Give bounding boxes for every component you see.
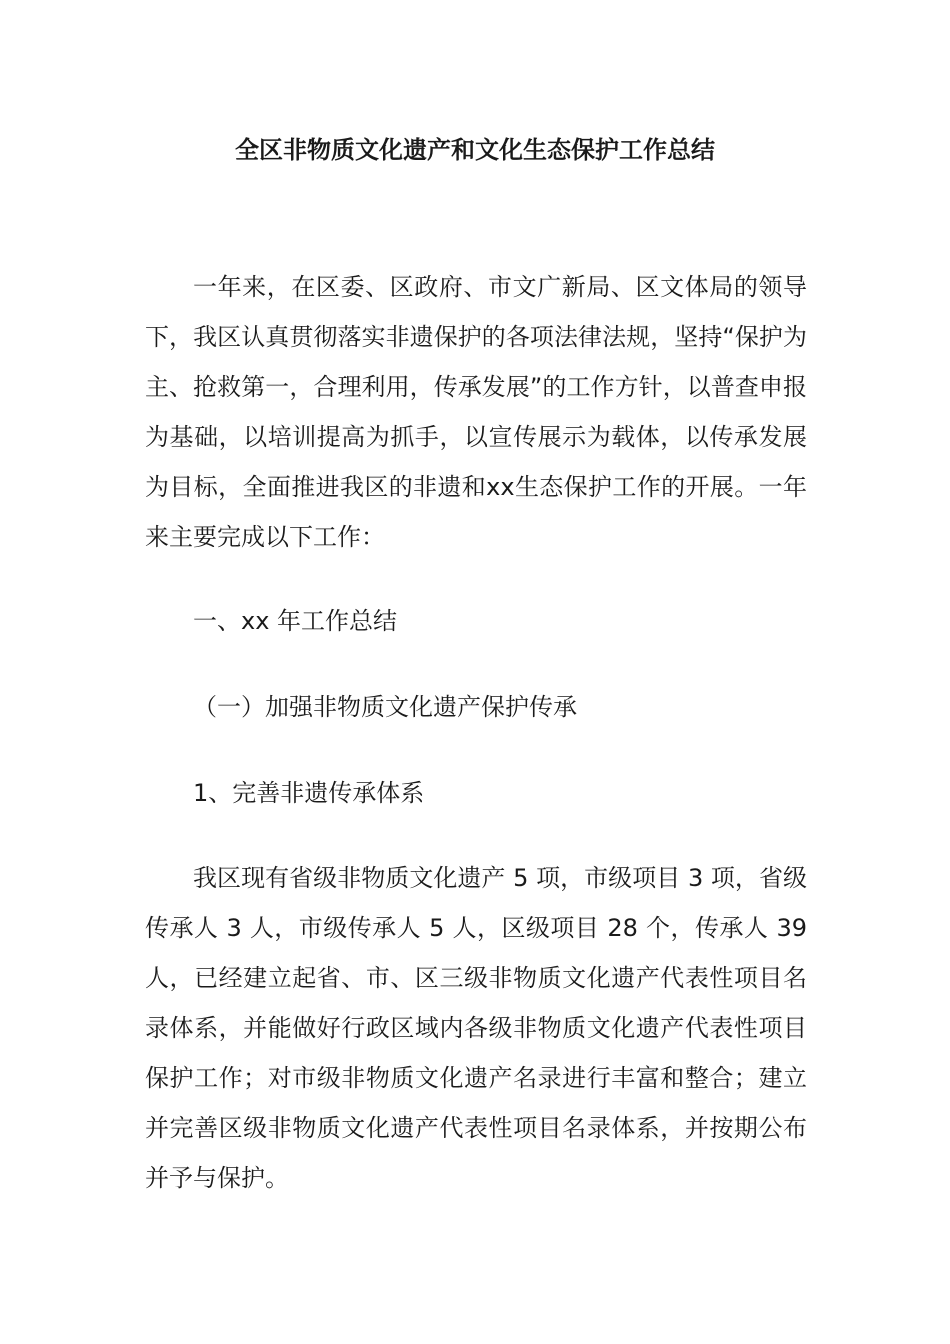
item-heading: 1、完善非遗传承体系 <box>193 779 425 807</box>
section-heading: 一、xx 年工作总结 <box>193 607 398 635</box>
document-title: 全区非物质文化遗产和文化生态保护工作总结 <box>235 136 715 164</box>
intro-paragraph: 一年来，在区委、区政府、市文广新局、区文体局的领导下，我区认真贯彻落实非遗保护的各项法律法规，坚持“保护为主、抢救第一，合理利用，传承发展”的工作方针，以普查申报为基础，以培训提高为抓手，以宣传展示为载体，以传承发展为目标，全面推进我区的非遗和xx生态保护工作的开展。一年来主要完成以下工作： <box>145 273 807 551</box>
subsection-heading: （一）加强非物质文化遗产保护传承 <box>193 693 577 721</box>
item-paragraph: 我区现有省级非物质文化遗产 5 项，市级项目 3 项，省级传承人 3 人，市级传承人 5 人，区级项目 28 个，传承人 39 人，已经建立起省、市、区三级非物质文化遗产代表性项目名录体系，并能做好行政区域内各级非物质文化遗产代表性项目保护工作；对市级非物质文化遗产名录进行丰富和整合；建立并完善区级非物质文化遗产代表性项目名录体系，并按期公布并予与保护。 <box>145 864 807 1192</box>
